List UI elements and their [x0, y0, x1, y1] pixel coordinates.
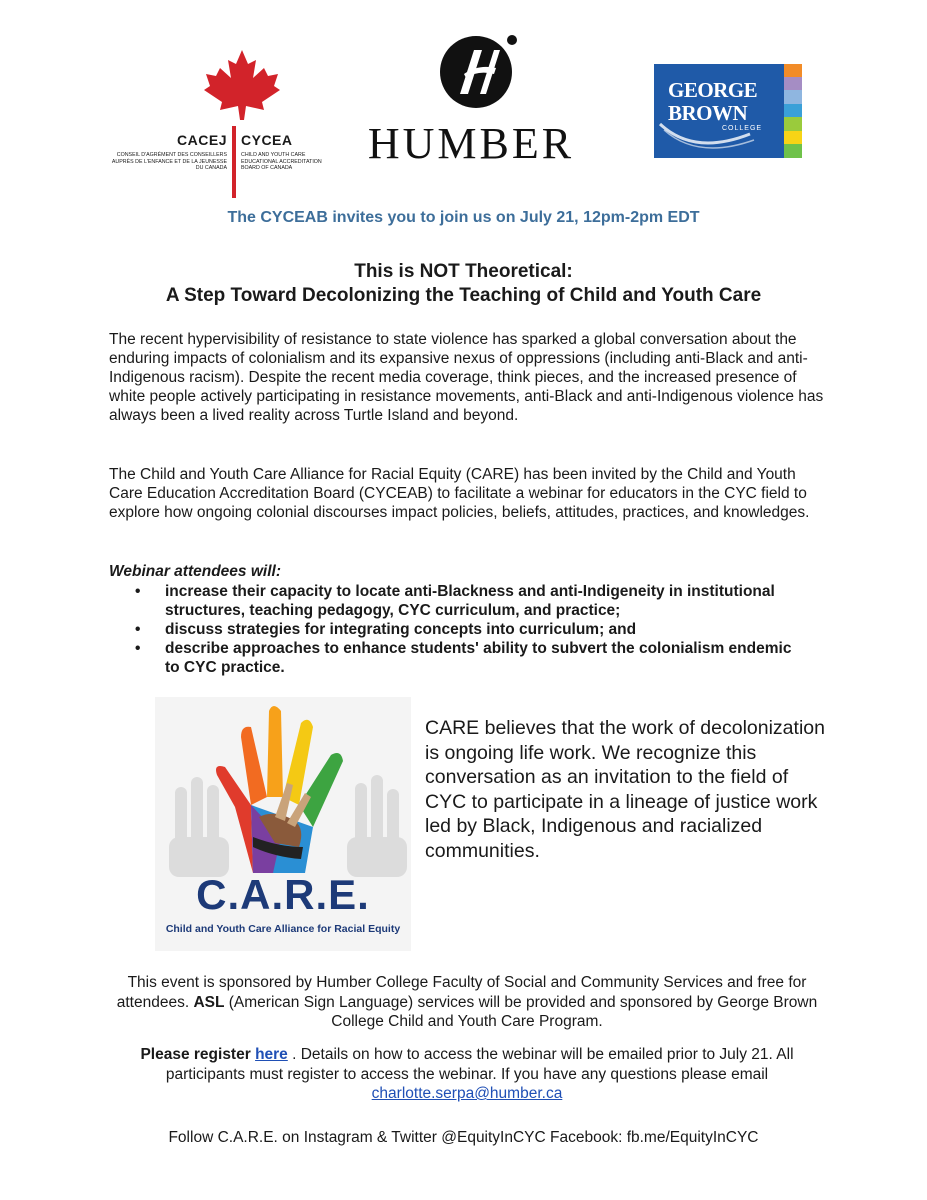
cacej-subtitle: CONSEIL D'AGRÉMENT DES CONSEILLERS AUPRÈS DE L'ENFANCE ET DE LA JEUNESSE DU CANADA [111, 152, 227, 171]
care-belief-statement: CARE believes that the work of decolonization is ongoing life work. We recognize this conversation as an invitation to the field of CYC to participate in a lineage of justice work led by Black, Indigenous and racialized communities. [425, 717, 825, 862]
care-logo-image [155, 697, 411, 951]
raised-hands-icon [155, 697, 411, 877]
list-item-text: increase their capacity to locate anti-Blackness and anti-Indigeneity in institutional structures, teaching pedagogy, CYC curriculum, and practice; [165, 583, 775, 619]
george-brown-logo [654, 64, 802, 158]
bullet-icon: • [135, 640, 141, 657]
list-item [109, 582, 809, 620]
title-line-1: This is NOT Theoretical: [354, 261, 573, 282]
bullet-icon: • [135, 621, 141, 638]
register-lead: Please register [140, 1046, 256, 1063]
care-tagline: Child and Youth Care Alliance for Racial Equity [165, 923, 401, 935]
page-title [0, 260, 927, 308]
title-line-2: A Step Toward Decolonizing the Teaching of Child and Youth Care [165, 285, 762, 306]
cycea-wordmark: CYCEA [241, 132, 293, 148]
gbc-line-college: COLLEGE [722, 125, 763, 132]
list-item [109, 620, 809, 639]
registration-paragraph [109, 1045, 825, 1104]
cacej-wordmark: CACEJ [177, 132, 227, 148]
register-here-link[interactable]: here [255, 1046, 288, 1063]
cacej-cycea-logo [110, 48, 325, 171]
contact-email-link[interactable]: charlotte.serpa@humber.ca [371, 1085, 563, 1102]
care-wordmark: C.A.R.E. [196, 871, 370, 918]
list-item-text: discuss strategies for integrating concepts into curriculum; and [165, 621, 637, 638]
care-invitation-paragraph: The Child and Youth Care Alliance for Racial Equity (CARE) has been invited by the Child and Youth Care Education Accreditation Board (CYCEAB) to facilitate a webinar for educators in the CYC field to explore how ongoing colonial discourses impact policies, beliefs, attitudes, practices, and knowledges. [109, 466, 810, 521]
gbc-line-george: GEORGE [668, 78, 758, 102]
register-details: . Details on how to access the webinar will be emailed prior to July 21. All participants must register to access the webinar. If you have any questions please email [165, 1046, 794, 1083]
webinar-heading: Webinar attendees will: [109, 563, 281, 580]
asl-label: ASL [193, 993, 225, 1011]
event-invite-line: The CYCEAB invites you to join us on July 21, 12pm-2pm EDT [227, 209, 700, 226]
logo-divider [232, 126, 236, 198]
george-brown-panel [654, 64, 784, 158]
humber-logo [360, 30, 590, 168]
social-follow-line: Follow C.A.R.E. on Instagram & Twitter @EquityInCYC Facebook: fb.me/EquityInCYC [168, 1129, 759, 1146]
list-item-text: describe approaches to enhance students' ability to subvert the colonialism endemic to CYC practice. [165, 640, 792, 676]
bullet-icon: • [135, 583, 141, 600]
sponsor-text-lead: This event is sponsored by Humber College Faculty of Social and Community Services and free for attendees. [116, 974, 807, 1011]
webinar-outcomes-list [109, 582, 809, 677]
sponsor-text-rest: (American Sign Language) services will be provided and sponsored by George Brown College Child and Youth Care Program. [224, 993, 818, 1030]
sponsorship-paragraph [109, 973, 825, 1032]
humber-wordmark: HUMBER [367, 119, 575, 168]
humber-emblem-icon [438, 30, 518, 110]
intro-paragraph: The recent hypervisibility of resistance to state violence has sparked a global conversation about the enduring impacts of colonialism and its expansive nexus of oppressions (including anti-Black and anti-Indigenous racism). Despite the recent media coverage, think pieces, and the increased presence of white people actively participating in resistance movements, anti-Black and anti-Indigenous violence has always been a lived reality across Turtle Island and beyond. [109, 331, 824, 424]
list-item [109, 639, 809, 677]
maple-leaf-icon [202, 48, 282, 120]
cycea-subtitle: CHILD AND YOUTH CARE EDUCATIONAL ACCREDITATION BOARD OF CANADA [241, 152, 322, 171]
gbc-line-brown: BROWN [668, 101, 748, 125]
